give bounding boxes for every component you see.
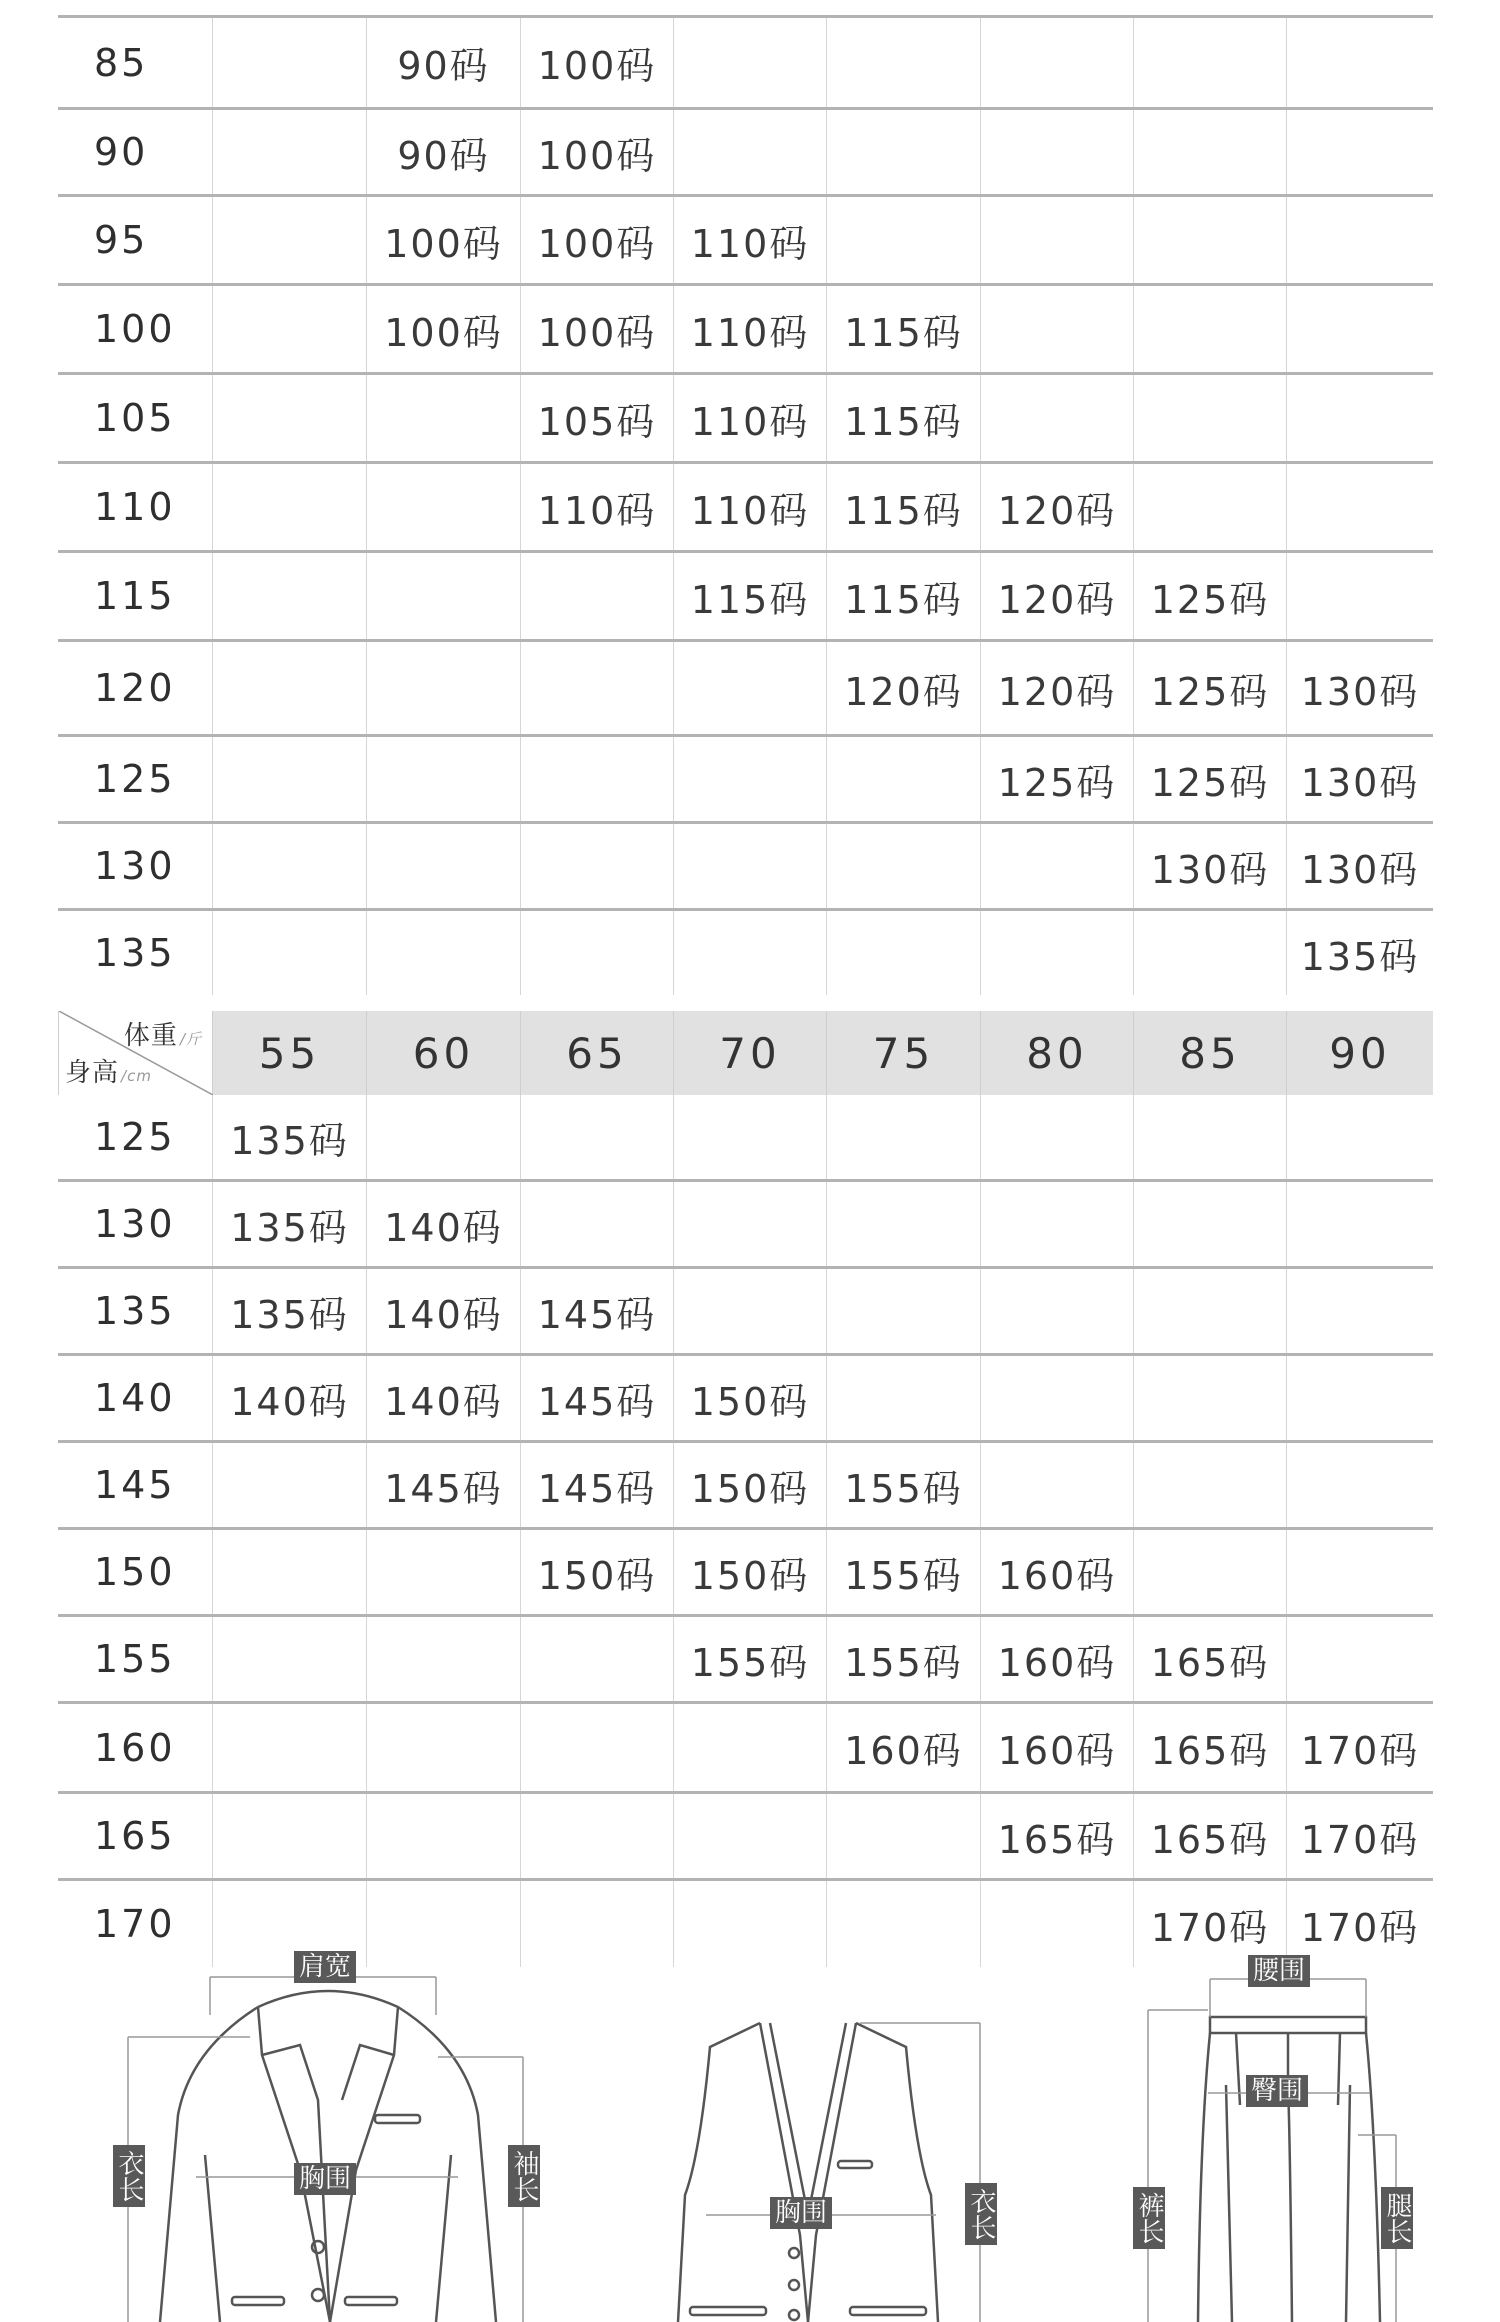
size-cell — [212, 1794, 366, 1878]
size-cell: 170码 — [1286, 1794, 1433, 1878]
size-cell — [366, 1617, 520, 1701]
table-header-row — [58, 1011, 1433, 1095]
size-cell — [673, 1794, 826, 1878]
height-cell: 130 — [94, 1202, 176, 1246]
leg-length-label: 腿长 — [1381, 2187, 1413, 2249]
size-cell — [1286, 18, 1433, 107]
size-cell — [980, 1443, 1133, 1527]
size-cell — [1133, 911, 1286, 995]
height-cell: 125 — [94, 757, 176, 801]
size-cell — [826, 1794, 980, 1878]
size-cell — [673, 1182, 826, 1266]
size-cell: 100码 — [520, 286, 673, 372]
size-cell: 140码 — [366, 1356, 520, 1440]
size-cell — [826, 1269, 980, 1353]
size-cell: 125码 — [980, 737, 1133, 821]
size-cell — [826, 1182, 980, 1266]
jacket-measure-lines — [128, 1977, 523, 2322]
table-row — [58, 197, 1433, 286]
size-cell: 110码 — [673, 197, 826, 283]
size-cell — [366, 1530, 520, 1614]
size-cell — [366, 1704, 520, 1791]
height-cell: 85 — [94, 40, 149, 85]
size-cell: 145码 — [520, 1356, 673, 1440]
height-cell: 165 — [94, 1814, 176, 1858]
weight-header: 85 — [1133, 1011, 1286, 1095]
table-row — [58, 1269, 1433, 1356]
table-row — [58, 737, 1433, 824]
size-cell — [1133, 1269, 1286, 1353]
height-cell: 95 — [94, 218, 149, 262]
table-row — [58, 15, 1433, 110]
size-cell — [212, 375, 366, 461]
height-cell: 125 — [94, 1115, 176, 1159]
size-cell — [1286, 1269, 1433, 1353]
table-row — [58, 1095, 1433, 1182]
table-row — [58, 1617, 1433, 1704]
size-cell — [1133, 1530, 1286, 1614]
size-cell — [366, 1095, 520, 1179]
size-cell — [1133, 1095, 1286, 1179]
size-cell — [1286, 553, 1433, 639]
table-row — [58, 1182, 1433, 1269]
table-row — [58, 911, 1433, 995]
size-cell — [673, 1704, 826, 1791]
size-cell — [673, 1095, 826, 1179]
size-cell: 160码 — [980, 1530, 1133, 1614]
size-cell — [980, 1356, 1133, 1440]
table-row — [58, 1794, 1433, 1881]
table-row — [58, 824, 1433, 911]
size-cell — [212, 911, 366, 995]
size-cell: 165码 — [1133, 1794, 1286, 1878]
size-cell: 170码 — [1286, 1704, 1433, 1791]
size-cell: 155码 — [826, 1530, 980, 1614]
size-cell — [212, 464, 366, 550]
size-cell — [673, 642, 826, 734]
table-row — [58, 286, 1433, 375]
size-cell — [520, 642, 673, 734]
size-cell — [366, 642, 520, 734]
size-cell: 130码 — [1286, 642, 1433, 734]
corner-cell — [58, 1011, 212, 1095]
size-cell — [212, 642, 366, 734]
size-cell — [366, 464, 520, 550]
size-cell — [1133, 18, 1286, 107]
size-cell: 165码 — [1133, 1704, 1286, 1791]
size-cell — [1286, 1443, 1433, 1527]
size-cell: 100码 — [366, 197, 520, 283]
height-cell: 170 — [94, 1902, 176, 1946]
size-cell: 110码 — [673, 375, 826, 461]
size-cell: 170码 — [1286, 1881, 1433, 1967]
size-cell — [1286, 1182, 1433, 1266]
size-cell — [980, 1182, 1133, 1266]
size-cell — [1286, 1356, 1433, 1440]
height-cell: 150 — [94, 1550, 176, 1594]
size-cell: 145码 — [520, 1443, 673, 1527]
size-cell — [826, 737, 980, 821]
shoulder-width-label: 肩宽 — [294, 1951, 356, 1983]
weight-header: 65 — [520, 1011, 673, 1095]
size-cell: 160码 — [980, 1617, 1133, 1701]
size-cell — [826, 197, 980, 283]
height-cell: 135 — [94, 931, 176, 975]
size-cell: 160码 — [980, 1704, 1133, 1791]
size-cell — [1133, 1182, 1286, 1266]
size-cell: 115码 — [826, 553, 980, 639]
size-cell — [212, 1443, 366, 1527]
size-cell: 120码 — [980, 464, 1133, 550]
size-cell — [1286, 1530, 1433, 1614]
size-cell: 150码 — [520, 1530, 673, 1614]
vest-length-label: 衣长 — [965, 2183, 997, 2245]
vest-measure-lines — [706, 2023, 980, 2322]
height-cell: 155 — [94, 1637, 176, 1681]
size-cell: 110码 — [673, 286, 826, 372]
pants-measure-lines — [1148, 1979, 1396, 2322]
size-cell: 140码 — [366, 1269, 520, 1353]
size-cell: 100码 — [520, 18, 673, 107]
size-cell — [1286, 197, 1433, 283]
size-table-2 — [58, 1011, 1433, 1967]
size-cell: 135码 — [212, 1269, 366, 1353]
height-cell: 90 — [94, 130, 149, 174]
size-cell — [673, 737, 826, 821]
size-cell — [212, 553, 366, 639]
size-cell — [1133, 1443, 1286, 1527]
size-cell — [980, 375, 1133, 461]
size-cell — [826, 1095, 980, 1179]
size-cell: 150码 — [673, 1443, 826, 1527]
size-cell — [212, 1704, 366, 1791]
table-row — [58, 642, 1433, 737]
table-row — [58, 1530, 1433, 1617]
size-cell — [366, 911, 520, 995]
size-cell — [366, 375, 520, 461]
size-cell — [673, 110, 826, 194]
size-cell: 130码 — [1286, 737, 1433, 821]
table-row — [58, 1704, 1433, 1794]
size-cell: 135码 — [1286, 911, 1433, 995]
size-cell — [980, 18, 1133, 107]
size-cell — [520, 1704, 673, 1791]
size-cell — [980, 197, 1133, 283]
weight-unit: /斤 — [179, 1030, 202, 1048]
size-cell: 130码 — [1133, 824, 1286, 908]
size-cell: 115码 — [673, 553, 826, 639]
height-cell: 160 — [94, 1725, 176, 1770]
size-cell — [520, 1095, 673, 1179]
table-row — [58, 553, 1433, 642]
height-cell: 130 — [94, 844, 176, 888]
size-cell — [826, 18, 980, 107]
size-cell: 110码 — [520, 464, 673, 550]
sleeve-length-label: 袖长 — [508, 2145, 540, 2207]
height-unit: /cm — [121, 1067, 152, 1085]
size-cell: 155码 — [673, 1617, 826, 1701]
size-cell: 145码 — [366, 1443, 520, 1527]
size-cell: 130码 — [1286, 824, 1433, 908]
size-cell — [1286, 110, 1433, 194]
size-cell: 150码 — [673, 1530, 826, 1614]
weight-label-text: 体重 — [123, 1021, 178, 1051]
size-cell: 120码 — [826, 642, 980, 734]
size-cell: 125码 — [1133, 553, 1286, 639]
size-cell — [212, 286, 366, 372]
height-label — [65, 1052, 152, 1089]
size-cell: 165码 — [980, 1794, 1133, 1878]
size-cell: 110码 — [673, 464, 826, 550]
size-cell — [1286, 1617, 1433, 1701]
size-cell — [520, 824, 673, 908]
size-cell: 100码 — [520, 110, 673, 194]
pants-drawing — [1198, 2017, 1380, 2322]
size-cell — [520, 1182, 673, 1266]
size-cell: 145码 — [520, 1269, 673, 1353]
jacket-drawing — [160, 1991, 496, 2322]
size-cell: 90码 — [366, 110, 520, 194]
weight-header: 60 — [366, 1011, 520, 1095]
waist-label: 腰围 — [1248, 1955, 1310, 1987]
size-cell — [366, 553, 520, 639]
size-cell — [520, 1794, 673, 1878]
height-cell: 115 — [94, 574, 176, 618]
height-cell: 135 — [94, 1289, 176, 1333]
size-cell — [520, 1617, 673, 1701]
size-cell — [212, 1617, 366, 1701]
size-cell: 155码 — [826, 1617, 980, 1701]
size-cell — [1133, 375, 1286, 461]
height-cell: 120 — [94, 666, 176, 710]
size-cell — [366, 1794, 520, 1878]
weight-header: 90 — [1286, 1011, 1433, 1095]
weight-header: 70 — [673, 1011, 826, 1095]
size-cell — [673, 1269, 826, 1353]
jacket-length-label: 衣长 — [113, 2145, 145, 2207]
size-cell: 135码 — [212, 1095, 366, 1179]
size-cell — [366, 824, 520, 908]
size-cell: 105码 — [520, 375, 673, 461]
size-cell: 115码 — [826, 375, 980, 461]
size-table-1 — [58, 0, 1433, 995]
size-cell — [520, 553, 673, 639]
size-cell — [1286, 286, 1433, 372]
size-cell: 170码 — [1133, 1881, 1286, 1967]
size-cell — [1133, 197, 1286, 283]
size-cell: 150码 — [673, 1356, 826, 1440]
size-cell — [1286, 375, 1433, 461]
height-cell: 100 — [94, 307, 176, 351]
size-cell — [673, 824, 826, 908]
table-row — [58, 1356, 1433, 1443]
table-row — [58, 110, 1433, 197]
size-cell — [1133, 1356, 1286, 1440]
size-cell — [980, 911, 1133, 995]
size-cell — [212, 110, 366, 194]
weight-header: 80 — [980, 1011, 1133, 1095]
size-cell — [520, 911, 673, 995]
size-cell: 135码 — [212, 1182, 366, 1266]
weight-header: 75 — [826, 1011, 980, 1095]
size-cell — [980, 286, 1133, 372]
jacket-chest-label: 胸围 — [294, 2163, 356, 2195]
size-cell — [980, 1269, 1133, 1353]
hip-label: 臀围 — [1246, 2075, 1308, 2107]
size-cell: 100码 — [366, 286, 520, 372]
size-cell — [673, 18, 826, 107]
height-cell: 145 — [94, 1463, 176, 1507]
size-cell — [520, 737, 673, 821]
vest-chest-label: 胸围 — [770, 2197, 832, 2229]
weight-header: 55 — [212, 1011, 366, 1095]
size-cell: 120码 — [980, 553, 1133, 639]
size-cell: 125码 — [1133, 642, 1286, 734]
size-cell — [826, 824, 980, 908]
pants-length-label: 裤长 — [1133, 2187, 1165, 2249]
size-cell: 100码 — [520, 197, 673, 283]
size-cell — [826, 110, 980, 194]
weight-label — [124, 1015, 202, 1052]
size-cell: 115码 — [826, 286, 980, 372]
size-cell — [826, 1356, 980, 1440]
size-cell: 140码 — [212, 1356, 366, 1440]
size-cell — [1133, 286, 1286, 372]
size-cell: 160码 — [826, 1704, 980, 1791]
size-cell — [212, 197, 366, 283]
height-cell: 105 — [94, 396, 176, 440]
height-cell: 110 — [94, 485, 176, 529]
vest-drawing — [678, 2023, 938, 2322]
size-cell — [366, 737, 520, 821]
size-cell — [1286, 1095, 1433, 1179]
size-cell — [980, 1095, 1133, 1179]
table-row — [58, 1443, 1433, 1530]
size-cell — [980, 110, 1133, 194]
size-cell: 120码 — [980, 642, 1133, 734]
size-cell: 115码 — [826, 464, 980, 550]
size-cell: 165码 — [1133, 1617, 1286, 1701]
size-cell — [1133, 464, 1286, 550]
size-cell — [212, 737, 366, 821]
size-cell — [826, 911, 980, 995]
size-cell — [212, 824, 366, 908]
size-cell — [1133, 110, 1286, 194]
garment-diagrams — [0, 1935, 1500, 2322]
size-cell: 155码 — [826, 1443, 980, 1527]
table-row — [58, 375, 1433, 464]
garment-drawings — [0, 1935, 1500, 2322]
size-cell — [212, 1530, 366, 1614]
size-cell — [980, 824, 1133, 908]
table-row — [58, 464, 1433, 553]
height-label-text: 身高 — [65, 1058, 120, 1088]
size-cell — [1286, 464, 1433, 550]
size-cell — [212, 18, 366, 107]
size-cell: 140码 — [366, 1182, 520, 1266]
size-cell — [673, 911, 826, 995]
size-cell: 90码 — [366, 18, 520, 107]
size-cell: 125码 — [1133, 737, 1286, 821]
height-cell: 140 — [94, 1376, 176, 1420]
